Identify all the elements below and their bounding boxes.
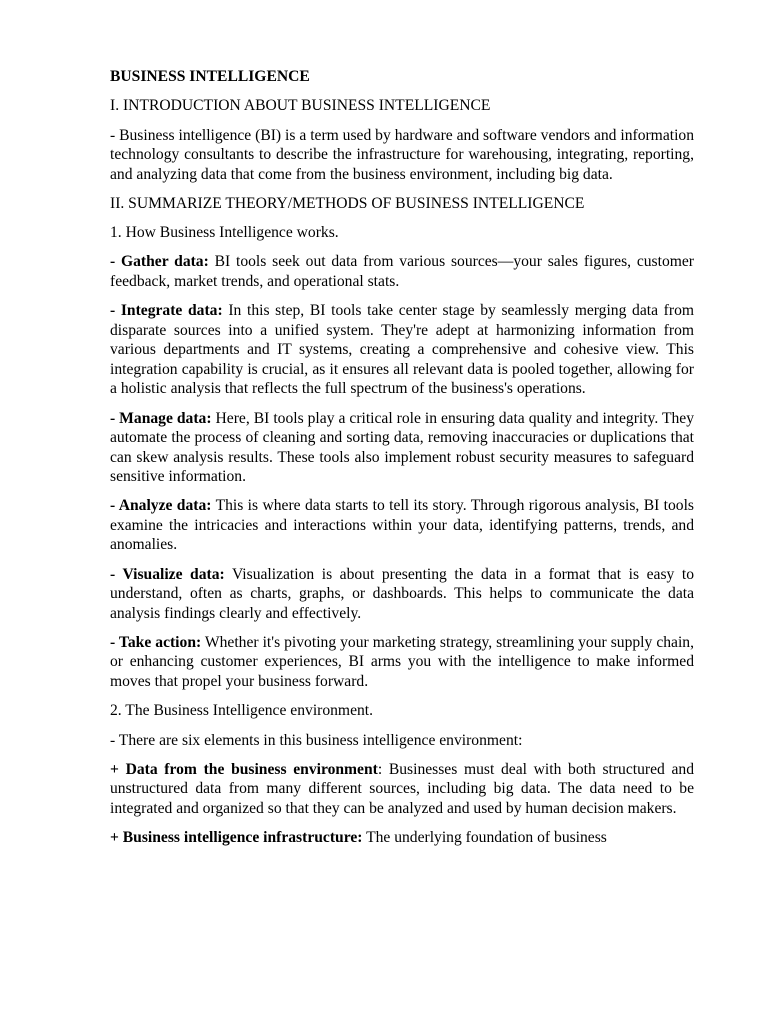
document-page <box>110 67 694 857</box>
step-text: This is where data starts to tell its story. Through rigorous analysis, BI tools examine the intricacies and interactions within your data, identifying patterns, trends, and anomalies. <box>110 497 694 554</box>
section-heading-theory-methods: II. SUMMARIZE THEORY/METHODS OF BUSINESS INTELLIGENCE <box>110 194 585 212</box>
introduction-paragraph: - Business intelligence (BI) is a term used by hardware and software vendors and information technology consultants to describe the infrastructure for warehousing, integrating, reporting, and analyzing data that come from the business environment, including big data. <box>110 126 694 183</box>
element-label: + Data from the business environment <box>110 760 378 778</box>
step-label: - Visualize data: <box>110 565 225 583</box>
step-manage-data <box>110 409 694 487</box>
subheading-bi-environment: 2. The Business Intelligence environment. <box>110 702 374 720</box>
step-text: Visualization is about presenting the data in a format that is easy to understand, often as charts, graphs, or dashboards. This helps to communicate the data analysis findings clearly and effectively. <box>110 565 694 622</box>
element-data-from-business-environment <box>110 760 694 819</box>
element-text: The underlying foundation of business <box>362 829 607 847</box>
step-analyze-data <box>110 496 694 555</box>
subheading-how-bi-works: 1. How Business Intelligence works. <box>110 224 339 242</box>
document-title: BUSINESS INTELLIGENCE <box>110 68 310 85</box>
step-label: - Take action: <box>110 633 202 651</box>
step-text: Whether it's pivoting your marketing strategy, streamlining your supply chain, or enhancing customer experiences, BI arms you with the intelligence to make informed moves that propel your business forward. <box>110 633 694 690</box>
step-gather-data <box>110 252 694 291</box>
element-bi-infrastructure <box>110 828 694 848</box>
element-text: : Businesses must deal with both structured and unstructured data from many different sources, including big data. The data need to be integrated and organized so that they can be analyzed and used by human decision makers. <box>110 760 694 817</box>
step-visualize-data <box>110 565 694 624</box>
bi-environment-intro: - There are six elements in this business intelligence environment: <box>110 731 523 749</box>
step-label: - Gather data: <box>110 253 209 271</box>
step-label: - Analyze data: <box>110 497 212 515</box>
step-integrate-data <box>110 301 694 399</box>
step-text: Here, BI tools play a critical role in ensuring data quality and integrity. They automate the process of cleaning and sorting data, removing inaccuracies or duplications that can skew analysis results. These tools also implement robust security measures to safeguard sensitive information. <box>110 409 694 486</box>
section-heading-introduction: I. INTRODUCTION ABOUT BUSINESS INTELLIGENCE <box>110 97 491 115</box>
element-label: + Business intelligence infrastructure: <box>110 829 363 847</box>
step-text: In this step, BI tools take center stage by seamlessly merging data from disparate sources into a unified system. They're adept at harmonizing information from various departments and IT systems, creating a comprehensive and cohesive view. This integration capability is crucial, as it ensures all relevant data is pooled together, allowing for a holistic analysis that reflects the full spectrum of the business's operations. <box>110 302 694 398</box>
step-text: BI tools seek out data from various sources—your sales figures, customer feedback, market trends, and operational stats. <box>110 253 694 290</box>
step-label: - Manage data: <box>110 409 212 427</box>
step-take-action <box>110 633 694 692</box>
step-label: - Integrate data: <box>110 302 223 320</box>
